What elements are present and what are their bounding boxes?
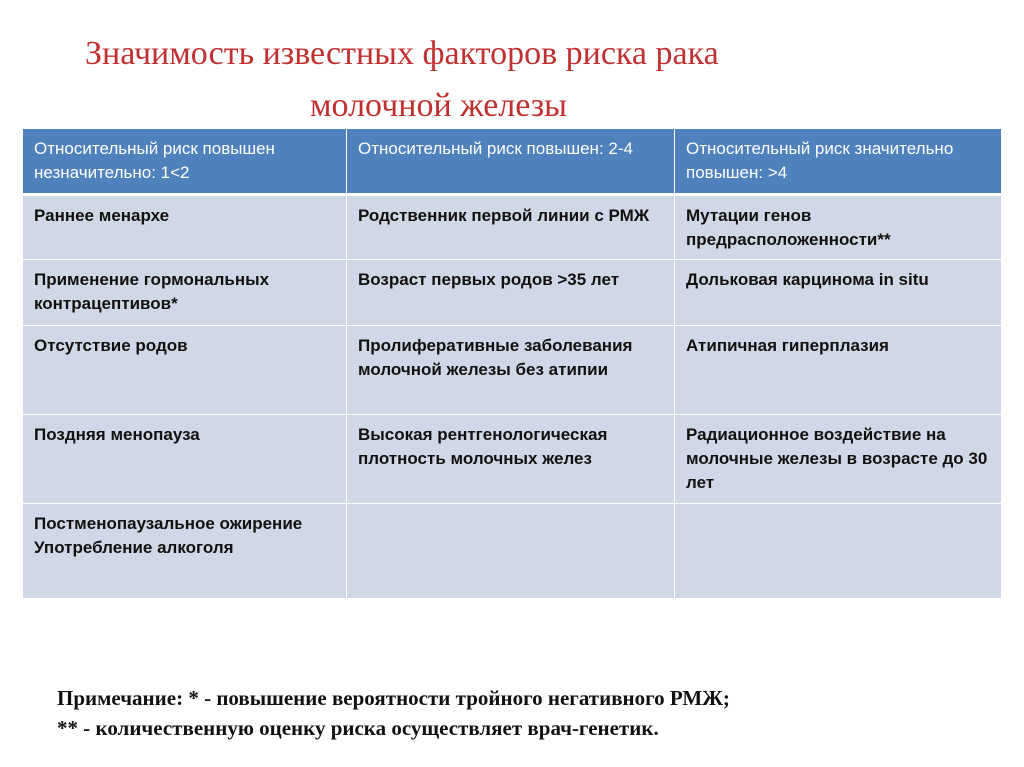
header-moderate-risk: Относительный риск повышен: 2-4: [347, 129, 675, 195]
footnote-line-2: ** - количественную оценку риска осуществляет врач-генетик.: [57, 716, 659, 740]
slide-title-line-1: Значимость известных факторов риска рака: [85, 35, 719, 72]
table-cell: Пролиферативные заболевания молочной железы без атипии: [347, 326, 675, 415]
footnote-line-1: Примечание: * - повышение вероятности тройного негативного РМЖ;: [57, 686, 730, 710]
table-header-row: [23, 129, 1002, 195]
risk-factors-table: [22, 128, 1002, 599]
table-cell: Родственник первой линии с РМЖ: [347, 195, 675, 260]
table-row: [23, 195, 1002, 260]
table-cell-empty: [675, 504, 1002, 599]
header-high-risk: Относительный риск значительно повышен: >4: [675, 129, 1002, 195]
slide-title-line-2: молочной железы: [310, 87, 568, 124]
footnote: [57, 683, 730, 743]
table-cell-empty: [347, 504, 675, 599]
table-row: [23, 504, 1002, 599]
table-cell: Отсутствие родов: [23, 326, 347, 415]
table-cell: Мутации генов предрасположенности**: [675, 195, 1002, 260]
table-row: [23, 415, 1002, 504]
table-row: [23, 326, 1002, 415]
table-cell: Возраст первых родов >35 лет: [347, 260, 675, 326]
table-cell: Дольковая карцинома in situ: [675, 260, 1002, 326]
table-cell: Атипичная гиперплазия: [675, 326, 1002, 415]
table-cell: Постменопаузальное ожирение Употребление алкоголя: [23, 504, 347, 599]
table-cell: Радиационное воздействие на молочные железы в возрасте до 30 лет: [675, 415, 1002, 504]
header-low-risk: Относительный риск повышен незначительно: 1<2: [23, 129, 347, 195]
table-cell: Применение гормональных контрацептивов*: [23, 260, 347, 326]
table-cell: Высокая рентгенологическая плотность молочных желез: [347, 415, 675, 504]
table-row: [23, 260, 1002, 326]
table-cell: Раннее менархе: [23, 195, 347, 260]
table-cell: Поздняя менопауза: [23, 415, 347, 504]
slide-title: [0, 28, 1024, 132]
